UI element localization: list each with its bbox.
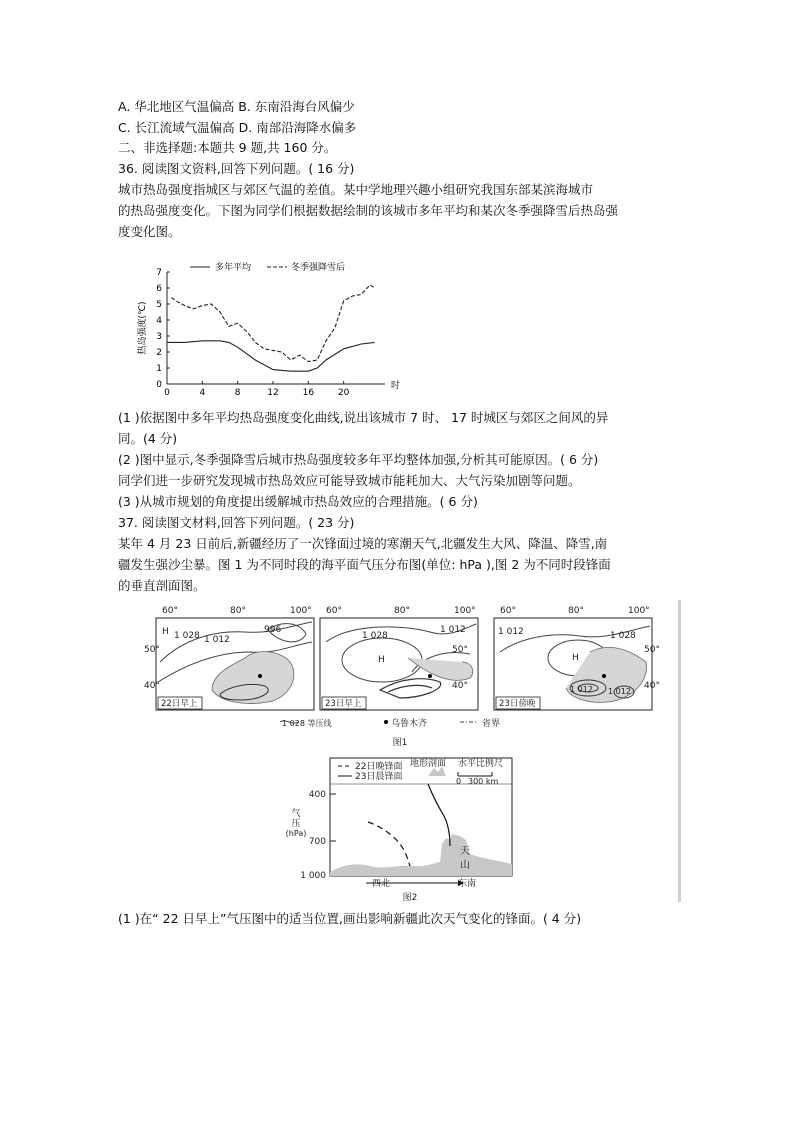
q36-1-score: 同。(4 分) [118, 431, 178, 446]
q37-1: (1 )在“ 22 日早上”气压图中的适当位置,画出影响新疆此次天气变化的锋面。( 4 分) [118, 911, 582, 926]
question-37: 37. 阅读图文材料,回答下列问题。( 23 分) [118, 515, 355, 530]
y-tick-label: 400 [308, 790, 326, 800]
q36-text-1: 城市热岛强度指城区与郊区气温的差值。某中学地理兴趣小组研究我国东部某滨海城市 [118, 182, 594, 197]
lon-label: 100° [290, 606, 312, 616]
q37-text-3: 的垂直剖面图。 [118, 578, 206, 593]
q36-2-note: 同学们进一步研究发现城市热岛效应可能导致城市能耗加大、大气污染加剧等问题。 [118, 473, 581, 488]
isobar-label: 1 028 [174, 631, 200, 641]
option-cd: C. 长江流域气温偏高 D. 南部沿海降水偏多 [118, 120, 357, 135]
figure-caption: 图1 [392, 738, 408, 748]
scale-start: 0 [456, 777, 462, 786]
lon-label: 60° [326, 606, 342, 616]
lat-label: 40° [144, 681, 160, 691]
q36-3: (3 )从城市规划的角度提出缓解城市热岛效应的合理措施。( 6 分) [118, 494, 478, 509]
y-axis-label: 气 [291, 809, 301, 819]
x-tick-label: 4 [199, 388, 206, 398]
isobar-label: 1 012 [570, 685, 593, 694]
y-axis-label: (hPa) [285, 829, 307, 838]
x-tick-label: 0 [164, 388, 170, 398]
heat-island-chart [135, 256, 400, 402]
y-tick-label: 4 [156, 316, 162, 326]
isobar-label: 1 012 [498, 627, 524, 637]
y-tick-label: 1 000 [300, 871, 326, 881]
lon-label: 60° [500, 606, 516, 616]
mountain-label: 天 [460, 846, 470, 857]
lon-label: 60° [162, 606, 178, 616]
q36-2: (2 )图中显示,冬季强降雪后城市热岛强度较多年平均整体加强,分析其可能原因。( 6 分) [118, 452, 599, 467]
section-heading: 二、非选择题:本题共 9 题,共 160 分。 [118, 140, 337, 155]
y-tick-label: 700 [308, 837, 326, 847]
figure-2-front-profile [280, 754, 540, 906]
q36-text-3: 度变化图。 [118, 224, 181, 239]
isobar-label: 1 028 [362, 631, 388, 641]
question-36: 36. 阅读图文资料,回答下列问题。( 16 分) [118, 161, 355, 176]
lon-label: 80° [394, 606, 410, 616]
mountain-label: 山 [460, 860, 470, 871]
high-pressure-label: H [572, 653, 579, 663]
legend-front-23: 23日晨锋面 [355, 772, 403, 782]
series-line-2 [171, 285, 374, 362]
y-tick-label: 0 [156, 380, 162, 390]
x-axis-label: 时 [391, 381, 401, 391]
y-tick-label: 6 [156, 284, 162, 294]
figure-caption: 图2 [402, 893, 418, 903]
y-tick-label: 2 [156, 348, 162, 358]
legend-border: 省界 [482, 719, 501, 729]
isobar-label: 1 012 [204, 635, 230, 645]
series-line-1 [167, 341, 375, 371]
scan-edge [678, 600, 681, 902]
legend-city: 乌鲁木齐 [391, 719, 428, 729]
high-pressure-label: H [378, 655, 385, 665]
y-tick-label: 5 [156, 300, 162, 310]
legend-isobar: 1 028 等压线 [282, 719, 332, 728]
high-pressure-label: H [162, 627, 169, 637]
lon-label: 80° [230, 606, 246, 616]
x-tick-label: 8 [234, 388, 241, 398]
lat-label: 40° [644, 681, 660, 691]
y-tick-label: 7 [156, 268, 162, 278]
option-ab: A. 华北地区气温偏高 B. 东南沿海台风偏少 [118, 99, 355, 114]
legend-terrain: 地形剖面 [410, 759, 447, 769]
q36-1: (1 )依据图中多年平均热岛强度变化曲线,说出该城市 7 时、 17 时城区与郊区之间风的异 [118, 410, 609, 425]
map-time-label: 23日早上 [325, 699, 362, 709]
legend-scale: 水平比例尺 [458, 759, 504, 769]
x-tick-label: 12 [267, 388, 279, 398]
direction-nw: 西北 [372, 879, 391, 889]
scale-end: 300 km [468, 777, 499, 786]
lat-label: 40° [452, 681, 468, 691]
figure-1-pressure-maps [144, 602, 670, 750]
lat-label: 50° [144, 645, 160, 655]
lat-label: 50° [644, 645, 660, 655]
lon-label: 100° [454, 606, 476, 616]
y-axis-label: 压 [291, 819, 301, 829]
map-time-label: 22日早上 [161, 699, 198, 709]
legend-front-22: 22日晚锋面 [355, 762, 403, 772]
isobar-label: 1 012 [608, 687, 631, 696]
y-tick-label: 3 [156, 332, 162, 342]
lat-label: 50° [452, 645, 468, 655]
y-tick-label: 1 [156, 364, 162, 374]
isobar-label: 996 [264, 625, 282, 635]
y-axis-label: 热岛强度(℃) [138, 301, 148, 355]
q36-text-2: 的热岛强度变化。下图为同学们根据数据绘制的该城市多年平均和某次冬季强降雪后热岛强 [118, 203, 619, 218]
lon-label: 80° [568, 606, 584, 616]
isobar-label: 1 028 [610, 631, 636, 641]
x-tick-label: 20 [337, 388, 350, 398]
x-tick-label: 16 [302, 388, 315, 398]
legend-label-2: 冬季强降雪后 [291, 263, 346, 273]
q37-text-2: 疆发生强沙尘暴。图 1 为不同时段的海平面气压分布图(单位: hPa ),图 2 为不同时段锋面 [118, 557, 611, 572]
q37-text-1: 某年 4 月 23 日前后,新疆经历了一次锋面过境的寒潮天气,北疆发生大风、降温、降雪,南 [118, 536, 608, 551]
legend-label-1: 多年平均 [215, 263, 252, 273]
direction-se: 东南 [458, 879, 477, 889]
map-time-label: 23日傍晚 [499, 699, 536, 709]
isobar-label: 1 012 [440, 625, 466, 635]
lon-label: 100° [628, 606, 650, 616]
